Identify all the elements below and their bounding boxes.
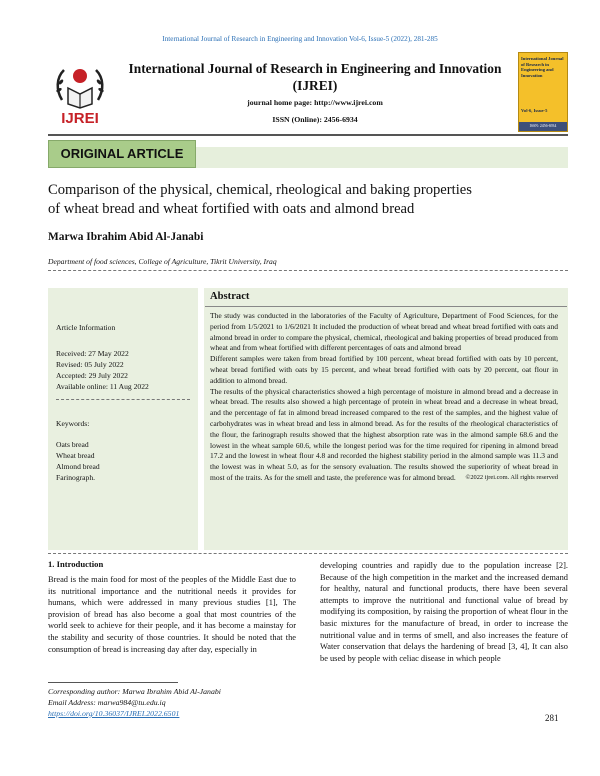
running-head: International Journal of Research in Engineering and Innovation Vol-6, Issue-5 (2022), 281-285	[162, 35, 438, 43]
intro-column-right: developing countries and rapidly due to the population increase [2]. Because of the high competition in the market and the increased demand for healthy, natural and functional products, there have been several attempts to improve the nutritional and functional value of bread by modifying its composition, by raising the proportion of wheat flour in the basic mixtures for the manufacture of bread, in order to increase the nutritional value and in terms of smell, and also increases the feature of Water conservation that delays the hardening of bread [3, 4], It can also be used by people with celiac disease in which people	[320, 561, 568, 663]
journal-homepage[interactable]: journal home page: http://www.ijrei.com	[247, 98, 383, 107]
journal-cover-thumbnail	[518, 52, 568, 132]
paper-title-line1: Comparison of the physical, chemical, rheological and baking properties	[48, 182, 472, 198]
email-address: Email Address: marwa984@tu.edu.iq	[48, 698, 166, 707]
cover-volume: Vol-6, Issue-5	[521, 108, 548, 113]
article-type-bar	[196, 147, 568, 168]
abstract-divider	[205, 306, 567, 307]
keyword-item: Wheat bread	[56, 451, 95, 460]
keyword-item: Almond bread	[56, 462, 100, 471]
author-name: Marwa Ibrahim Abid Al-Janabi	[48, 231, 204, 243]
journal-title-line2: (IJREI)	[292, 78, 338, 93]
affiliation-divider	[48, 270, 568, 271]
received-date: Received: 27 May 2022	[56, 349, 129, 358]
abstract-paragraph: The study was conducted in the laboratories of the Faculty of Agriculture, Department of Food Sciences, for the period from 1/5/2021 to 1/6/2021 It included the production of wheat bread and wheat bread fortified with oats and almond bread in order to compare the physical, chemical, rheological and baking properties of bread produced from wheat and from wheat fortified with different percentages of oats and almond bread	[210, 311, 558, 353]
available-date: Available online: 11 Aug 2022	[56, 382, 149, 391]
header-divider	[48, 134, 568, 136]
abstract-heading: Abstract	[210, 291, 250, 302]
author-affiliation: Department of food sciences, College of Agriculture, Tikrit University, Iraq	[48, 257, 277, 266]
journal-title-line1: International Journal of Research in Engineering and Innovation	[128, 61, 502, 76]
copyright-notice: ©2022 ijrei.com. All rights reserved	[465, 473, 558, 481]
article-type-label: ORIGINAL ARTICLE	[60, 146, 184, 161]
abstract-bottom-divider	[48, 553, 568, 554]
info-divider	[56, 399, 190, 400]
paper-title-line2: of wheat bread and wheat fortified with oats and almond bread	[48, 201, 415, 217]
cover-title: International Journal of Research in Engineering and Innovation	[521, 56, 564, 78]
cover-issn: ISSN: 2456-6934	[519, 122, 567, 131]
keyword-item: Oats bread	[56, 440, 89, 449]
article-info-heading: Article Information	[56, 323, 116, 332]
accepted-date: Accepted: 29 July 2022	[56, 371, 128, 380]
journal-issn: ISSN (Online): 2456-6934	[272, 115, 358, 124]
abstract-paragraph: Different samples were taken from bread fortified by 100 percent, wheat bread fortified with oats by 10 percent, wheat bread fortified with oats by 15 percent, and wheat bread fortified with oats by 20 percent, oat flour in addition to almond bread.	[210, 354, 558, 385]
keywords-heading: Keywords:	[56, 419, 90, 428]
revised-date: Revised: 05 July 2022	[56, 360, 124, 369]
logo-text: IJREI	[61, 110, 99, 127]
doi-link[interactable]: https://doi.org/10.36037/IJREI.2022.6501	[48, 709, 180, 718]
corresponding-author: Corresponding author: Marwa Ibrahim Abid Al-Janabi	[48, 687, 221, 696]
journal-title	[115, 60, 515, 94]
page-number: 281	[545, 713, 559, 723]
footnote-divider	[48, 682, 178, 683]
paper-title	[48, 181, 548, 219]
section-heading-introduction: 1. Introduction	[48, 559, 104, 569]
abstract-paragraph-text: The results of the physical characteristics showed a high percentage of moisture in almond bread and a decrease in wheat bread. The results also showed a high percentage of protein in wheat bread and a decrease in wheat bread, and the percentage of fat in almond bread increased compared to the rest of the samples, and the highest value of carbohydrates was in wheat bread and less in almond bread. As for the results of the rheological characteristics of the flour, the farinograph results showed that the highest absorption rate was in the almond sample 68.6 and the lowest in the wheat sample 60.6, while the longest period was for the time required for ripening in almond bread 17.2 and the lowest in wheat flour 4.8 and recorded the highest stability period in the almond sample was 11.3 and the lowest was in wheat 5.0, as for the sensory evaluation. The results showed the superiority of wheat bread in most of the traits. As for the smell and taste, the preference was for almond bread.	[210, 386, 558, 482]
keyword-item: Farinograph.	[56, 473, 96, 482]
abstract-body	[210, 311, 558, 484]
intro-column-left: Bread is the main food for most of the peoples of the Middle East due to its nutritional importance and the nutritional needs it provides for humans, which were addressed in many previous studies [1], The provision of bread has also become a goal that most countries of the world seek to achieve for their people, and it has become a mainstay for the stability and security of those countries. It should be noted that the consumption of bread is increasing day after day, especially in	[48, 575, 296, 654]
abstract-paragraph	[210, 387, 558, 484]
